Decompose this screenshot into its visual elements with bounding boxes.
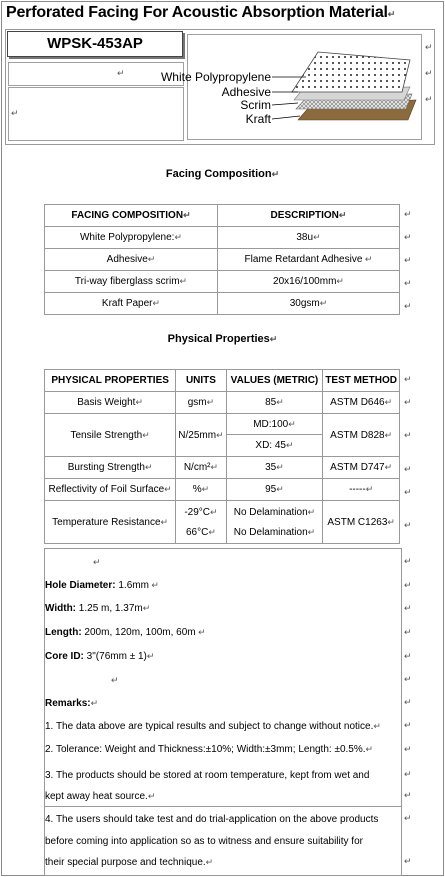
table-row: [45, 392, 400, 414]
temp-high: 66°C↵: [185, 526, 216, 538]
table-header-row: [45, 370, 400, 392]
property-method: ASTM D828↵: [323, 414, 400, 457]
remark-1: 1. The data above are typical results and subject to change without notice.↵: [45, 721, 381, 732]
remark-4-end: their special purpose and technique.↵: [45, 857, 214, 868]
property-method: ASTM C1263↵: [323, 501, 400, 544]
table-header-row: [45, 205, 400, 227]
facing-cell: White Polypropylene:↵: [45, 227, 218, 249]
header-blank-cell-1: ↵: [8, 62, 184, 86]
property-value: 85↵: [226, 392, 323, 414]
property-value: 35↵: [226, 457, 323, 479]
property-name: Tensile Strength↵: [45, 414, 176, 457]
table-row: [45, 271, 400, 293]
property-unit: [176, 501, 226, 544]
property-unit: N/25mm↵: [176, 414, 226, 457]
property-value: [226, 414, 323, 457]
facing-cell: Kraft Paper↵: [45, 293, 218, 315]
facing-cell: Tri-way fiberglass scrim↵: [45, 271, 218, 293]
document-title: Perforated Facing For Acoustic Absorption Material↵: [6, 4, 396, 21]
table-row: [45, 479, 400, 501]
physical-properties-table: [44, 369, 400, 544]
remark-4-cont: before coming into application so as to witness and ensure suitability for: [45, 836, 363, 847]
header-test-method: TEST METHOD: [323, 370, 400, 392]
property-value: 95↵: [226, 479, 323, 501]
delamination-high: No Delamination↵: [233, 526, 316, 538]
model-number: WPSK-453AP: [7, 31, 183, 57]
hole-diameter: Hole Diameter: 1.6mm ↵: [45, 580, 159, 591]
temp-low: -29°C↵: [184, 506, 218, 518]
header-blank-cell-2: ↵: [8, 87, 184, 141]
description-cell: 20x16/100mm↵: [218, 271, 400, 293]
property-name: Basis Weight↵: [45, 392, 176, 414]
table-row: [45, 457, 400, 479]
remark-2: 2. Tolerance: Weight and Thickness:±10%; Width:±3mm; Length: ±0.5%.↵: [45, 744, 374, 755]
table-row: [45, 227, 400, 249]
physical-properties-heading: Physical Properties↵: [167, 333, 278, 345]
table-row: [45, 414, 400, 457]
table-row: [45, 501, 400, 544]
delamination-low: No Delamination↵: [233, 506, 316, 518]
header-units: UNITS: [176, 370, 226, 392]
property-name: Bursting Strength↵: [45, 457, 176, 479]
remark-4: 4. The users should take test and do trial-application on the above products: [45, 814, 379, 825]
property-unit: %↵: [176, 479, 226, 501]
tensile-xd: XD: 45↵: [255, 440, 294, 451]
property-value: [226, 501, 323, 544]
width-spec: Width: 1.25 m, 1.37m↵: [45, 603, 151, 614]
header-facing-composition: FACING COMPOSITION↵: [45, 205, 218, 227]
label-adhesive: Adhesive: [221, 85, 271, 99]
remarks-heading: Remarks:↵: [45, 698, 99, 709]
facing-cell: Adhesive↵: [45, 249, 218, 271]
tensile-md: MD:100↵: [227, 414, 323, 435]
layer-diagram: [0, 0, 445, 160]
label-white-polypropylene: White Polypropylene: [160, 70, 271, 84]
header-description: DESCRIPTION↵: [218, 205, 400, 227]
property-name: Temperature Resistance↵: [45, 501, 176, 544]
property-name: Reflectivity of Foil Surface↵: [45, 479, 176, 501]
property-unit: N/cm²↵: [176, 457, 226, 479]
facing-composition-table: [44, 204, 400, 315]
property-method: ASTM D747↵: [323, 457, 400, 479]
table-row: [45, 249, 400, 271]
header-physical-properties: PHYSICAL PROPERTIES: [45, 370, 176, 392]
property-method: -----↵: [323, 479, 400, 501]
polypropylene-layer: [292, 52, 410, 92]
core-id: Core ID: 3"(76mm ± 1)↵: [45, 651, 155, 662]
remark-3-cont: kept away heat source.↵: [45, 791, 156, 802]
label-kraft: Kraft: [245, 112, 271, 126]
property-method: ASTM D646↵: [323, 392, 400, 414]
notes-panel: ↵ Hole Diameter: 1.6mm ↵ Width: 1.25 m, 1.37m↵ Length: 200m, 120m, 100m, 60m ↵ Core ID: 3"(76mm ± 1)↵ ↵ Remarks:↵ 1. The data above are typical results and subject to change without notice.↵ 2. Tolerance: Weight and Thickness:±10%; Width:±3mm; Length: ±0.5%.↵ 3. The products should be stored at room temperature, kept from wet and kept away heat source.↵ 4. The users should take test and do trial-application on the above products before coming into application so as to witness and ensure suitability for their special purpose and technique.↵: [44, 548, 402, 876]
description-cell: 30gsm↵: [218, 293, 400, 315]
label-scrim: Scrim: [240, 98, 271, 112]
facing-composition-heading: Facing Composition↵: [165, 168, 280, 180]
table-row: [45, 293, 400, 315]
description-cell: 38u↵: [218, 227, 400, 249]
remark-3: 3. The products should be stored at room temperature, kept from wet and: [45, 770, 370, 781]
length-spec: Length: 200m, 120m, 100m, 60m ↵: [45, 627, 206, 638]
property-unit: gsm↵: [176, 392, 226, 414]
description-cell: Flame Retardant Adhesive ↵: [218, 249, 400, 271]
header-values: VALUES (METRIC): [226, 370, 323, 392]
